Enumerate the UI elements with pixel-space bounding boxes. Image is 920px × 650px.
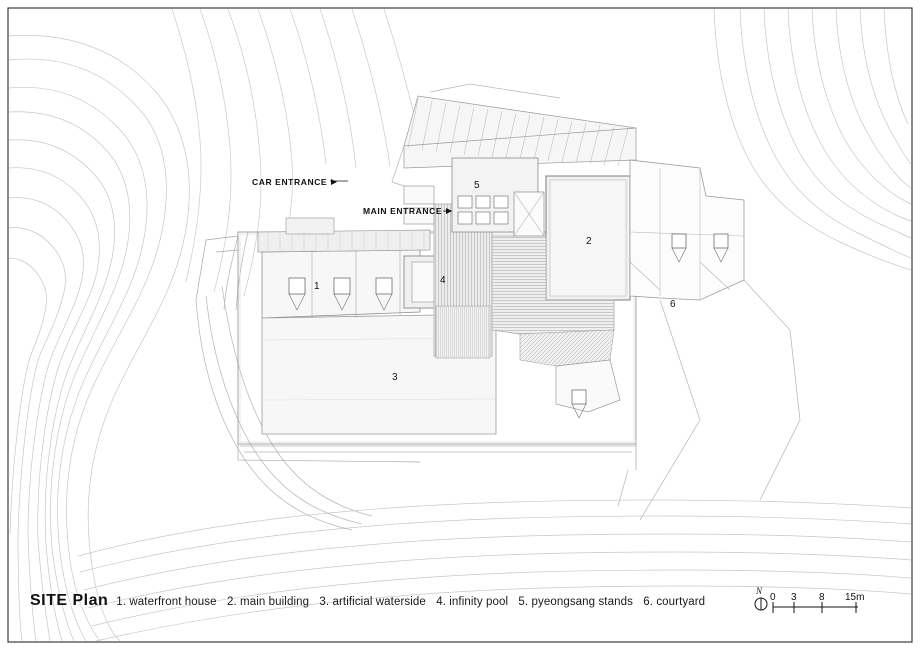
callout-main-entrance	[363, 206, 452, 216]
legend	[30, 592, 712, 610]
number-tag-6: 6	[670, 299, 676, 310]
number-tag-1: 1	[314, 281, 320, 292]
legend-item: 1. waterfront house	[116, 596, 217, 608]
car-entrance-label: CAR ENTRANCE	[252, 177, 328, 187]
drawing-title: SITE Plan	[30, 592, 109, 609]
legend-item: 2. main building	[226, 596, 310, 608]
legend-item: 3. artificial waterside	[319, 596, 426, 608]
legend-items	[116, 596, 712, 608]
legend-item: 4. infinity pool	[436, 596, 509, 608]
arrow-icon	[331, 179, 337, 185]
number-tag-4: 4	[440, 275, 446, 286]
scale-tick-0: 0	[770, 592, 776, 603]
legend-item: 6. courtyard	[643, 596, 706, 608]
callout-car-entrance	[252, 177, 337, 187]
scale-tick-3: 3	[791, 592, 797, 603]
north-label: N	[756, 586, 763, 596]
scale-bar	[752, 588, 882, 620]
number-tag-5: 5	[474, 180, 480, 191]
arrow-icon	[446, 208, 452, 214]
main-entrance-label: MAIN ENTRANCE	[363, 206, 443, 216]
scale-tick-15m: 15m	[845, 592, 865, 603]
legend-item: 5. pyeongsang stands	[518, 596, 633, 608]
scale-tick-8: 8	[819, 592, 825, 603]
number-tag-3: 3	[392, 372, 398, 383]
number-tag-2: 2	[586, 236, 592, 247]
